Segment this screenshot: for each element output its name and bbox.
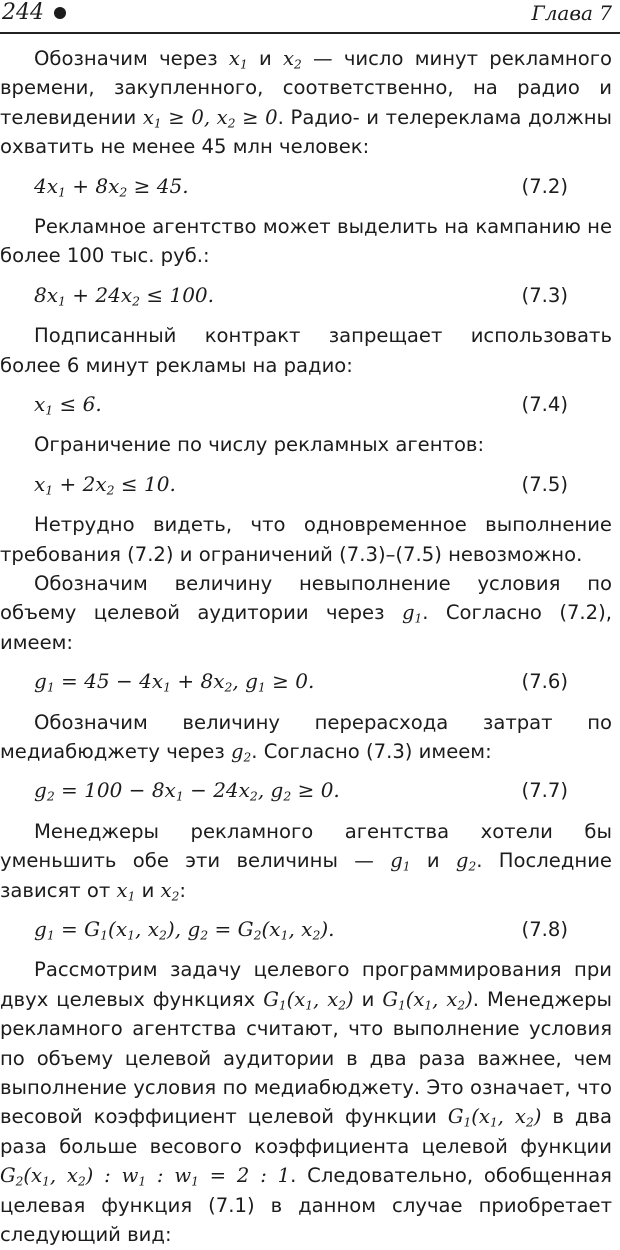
header-rule (0, 32, 620, 34)
equation-7-4 (0, 390, 612, 419)
page-body (0, 44, 612, 1250)
math-inline: $x_2$ (282, 47, 302, 72)
paragraph-3: Подписанный контракт запрещает использовать более 6 минут рекламы на радио: (0, 324, 612, 377)
math-inline: $G_1(x_1$, $x_2$) (263, 987, 354, 1013)
paragraph-9: Рассмотрим задачу целевого программирования при двух целевых функциях $G_1(x_1$, $x_2$) и $G_1(x_1$, $x_2$). Менеджеры рекламного агентства считают, что выполнение условия по объему целевой аудитории в два раза важнее, чем выполнение условия по медиабюджету. Это означает, что весовой коэффициент целевой функции $G_1(x_1$, $x_2$) в два раза больше весового коэффициента целевой функции $G_2(x_1$, $x_2$) : $w_1$ : $w_1 = 2$ : 1. Следовательно, обобщенная целевая функция (7.1) в данном случае приобретает следующий вид: (0, 958, 612, 1247)
equation-7-7 (0, 776, 612, 805)
equation-7-2 (0, 172, 612, 201)
equation-number: (7.5) (521, 472, 568, 496)
equation-number: (7.2) (521, 174, 568, 198)
formula: $g_1 = G_1(x_1$, $x_2$), $g_2 = G_2(x_1$, $x_2$). (34, 917, 335, 943)
math-inline: $x_1 \ge 0$, $x_2 \ge 0$ (142, 105, 278, 131)
page-number: 244 (2, 0, 44, 25)
math-inline: $g_2$ (455, 849, 477, 874)
math-inline: $g_1$ (401, 601, 423, 627)
paragraph-4: Ограничение по числу рекламных агентов: (34, 433, 485, 457)
equation-7-5 (0, 470, 612, 499)
math-inline: $x_2$ (160, 878, 180, 904)
paragraph-5: Нетрудно видеть, что одновременное выполнение требования (7.2) и ограничений (7.3)–(7.5) невозможно. (0, 513, 612, 566)
paragraph-2: Рекламное агентство может выделить на кампанию не более 100 тыс. руб.: (0, 215, 612, 268)
math-inline: $G_1(x_1$, $x_2$) (382, 987, 473, 1013)
formula: $x_1 \le 6$. (34, 392, 102, 418)
formula: $8x_1 + 24x_2 \le 100$. (34, 282, 215, 309)
formula: $g_1 = 45 - 4x_1 + 8x_2$, $g_1 \ge 0$. (34, 669, 315, 695)
bullet-icon (54, 7, 66, 19)
paragraph-1: Обозначим через $x_1$ и $x_2$ — число минут рекламного времени, закупленного, соответственно, на радио и телевидении $x_1 \ge 0$, $x_2 \ge 0$. Радио- и телереклама должны охватить не менее 45 млн человек: (0, 47, 612, 159)
paragraph-7: Обозначим величину перерасхода затрат по медиабюджету через $g_2$. Согласно (7.3) имеем: (0, 710, 612, 765)
math-inline: $G_2(x_1$, $x_2$) : $w_1$ : $w_1 = 2$ : 1 (0, 1164, 291, 1189)
equation-number: (7.7) (521, 779, 568, 803)
equation-number: (7.3) (521, 283, 568, 307)
page-header (0, 0, 620, 34)
chapter-title: Глава 7 (531, 1, 612, 25)
paragraph-6: Обозначим величину невыполнение условия по объему целевой аудитории через $g_1$. Согласно (7.2), имеем: (0, 572, 612, 654)
math-inline: $g_2$ (230, 740, 252, 765)
equation-number: (7.8) (521, 918, 568, 942)
equation-7-8 (0, 915, 612, 944)
equation-7-6 (0, 667, 612, 696)
equation-7-3 (0, 281, 612, 310)
formula: $g_2 = 100 - 8x_1 - 24x_2$, $g_2 \ge 0$. (34, 778, 340, 805)
equation-number: (7.6) (521, 670, 568, 694)
math-inline: $x_1$ (116, 878, 136, 904)
math-inline: $g_1$ (390, 849, 411, 874)
formula: $x_1 + 2x_2 \le 10$. (34, 471, 176, 498)
math-inline: $G_1(x_1$, $x_2$) (447, 1105, 542, 1131)
paragraph-8: Менеджеры рекламного агентства хотели бы уменьшить обе эти величины — $g_1$ и $g_2$. Последние зависят от $x_1$ и $x_2$: (0, 819, 612, 904)
math-inline: $x_1$ (228, 47, 248, 72)
formula: $4x_1 + 8x_2 \ge 45$. (34, 173, 189, 200)
equation-number: (7.4) (521, 393, 568, 417)
